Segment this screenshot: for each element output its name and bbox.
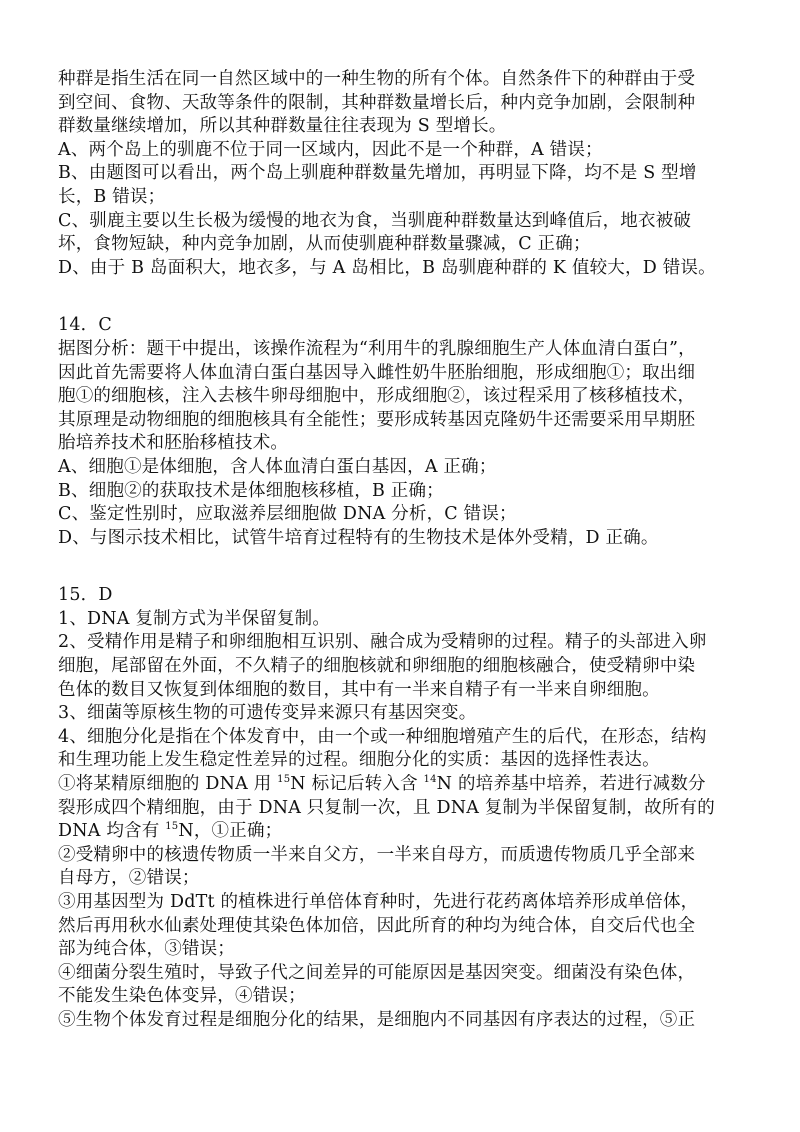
text-line: 长，B 错误； <box>58 186 166 207</box>
statement-1-text: N，①正确； <box>178 821 283 842</box>
text-line: 色体的数目又恢复到体细胞的数目，其中有一半来自精子有一半来自卵细胞。 <box>58 679 660 700</box>
text-line: 细胞，尾部留在外面，不久精子的细胞核就和卵细胞的细胞核融合，使受精卵中染 <box>58 656 696 677</box>
text-line: 群数量继续增加，所以其种群数量往往表现为 S 型增长。 <box>58 116 507 137</box>
section-15 <box>58 584 748 1032</box>
option-a-line: A、两个岛上的驯鹿不位于同一区域内，因此不是一个种群，A 错误； <box>58 139 603 160</box>
statement-1-text: ①将某精原细胞的 DNA 用 <box>58 774 278 795</box>
statement-2-line: ②受精卵中的核遗传物质一半来自父方，一半来自母方，而质遗传物质几乎全部来 <box>58 844 696 865</box>
option-d-line: D、由于 B 岛面积大，地衣多，与 A 岛相比，B 岛驯鹿种群的 K 值较大，D 错误。 <box>58 257 716 278</box>
section-13-explanation <box>58 68 748 280</box>
option-c-line: C、鉴定性别时，应取滋养层细胞做 DNA 分析，C 错误； <box>58 504 517 525</box>
text-line <box>58 820 748 844</box>
document-body <box>58 68 748 1033</box>
option-d-line: D、与图示技术相比，试管牛培育过程特有的生物技术是体外受精，D 正确。 <box>58 527 659 548</box>
text-line: 裂形成四个精细胞，由于 DNA 只复制一次，且 DNA 复制为半保留复制，故所有的 <box>58 797 715 818</box>
point-2-line: 2、受精作用是精子和卵细胞相互识别、融合成为受精卵的过程。精子的头部进入卵 <box>58 632 707 653</box>
text-line: 胞①的细胞核，注入去核牛卵母细胞中，形成细胞②，该过程采用了核移植技术， <box>58 386 696 407</box>
option-b-line: B、细胞②的获取技术是体细胞核移植，B 正确； <box>58 480 444 501</box>
option-a-line: A、细胞①是体细胞，含人体血清白蛋白基因，A 正确； <box>58 456 497 477</box>
text-line: 种群是指生活在同一自然区域中的一种生物的所有个体。自然条件下的种群由于受 <box>58 69 696 89</box>
text-line: 到空间、食物、天敌等条件的限制，其种群数量增长后，种内竞争加剧，会限制种 <box>58 92 696 113</box>
isotope-superscript: 15 <box>165 821 179 833</box>
question-14-answer-heading: 14．C <box>58 315 112 336</box>
statement-1-line <box>58 773 748 797</box>
question-15-answer-heading: 15．D <box>58 585 113 606</box>
point-4-line: 4、细胞分化是指在个体发育中，由一个或一种细胞增殖产生的后代，在形态，结构 <box>58 726 707 747</box>
text-line: 不能发生染色体变异，④错误； <box>58 986 306 1007</box>
point-1-line: 1、DNA 复制方式为半保留复制。 <box>58 608 331 629</box>
text-line: 据图分析：题干中提出，该操作流程为“利用牛的乳腺细胞生产人体血清白蛋白”， <box>58 338 696 359</box>
statement-1-text: DNA 均含有 <box>58 821 166 842</box>
section-14 <box>58 314 748 550</box>
text-line: 坏，食物短缺，种内竞争加剧，从而使驯鹿种群数量骤减，C 正确； <box>58 234 591 255</box>
point-3-line: 3、细菌等原核生物的可遗传变异来源只有基因突变。 <box>58 703 477 724</box>
text-line: 其原理是动物细胞的细胞核具有全能性；要形成转基因克隆奶牛还需要采用早期胚 <box>58 409 696 430</box>
option-c-line: C、驯鹿主要以生长极为缓慢的地衣为食，当驯鹿种群数量达到峰值后，地衣被破 <box>58 210 692 231</box>
text-line: 自母方，②错误； <box>58 868 200 889</box>
text-line: 因此首先需要将人体血清白蛋白基因导入雌性奶牛胚胎细胞，形成细胞①；取出细 <box>58 362 696 383</box>
statement-1-text: N 的培养基中培养，若进行减数分 <box>436 774 706 795</box>
isotope-superscript: 15 <box>277 774 291 786</box>
statement-5-line: ⑤生物个体发育过程是细胞分化的结果，是细胞内不同基因有序表达的过程，⑤正 <box>58 1009 696 1030</box>
text-line: 胎培养技术和胚胎移植技术。 <box>58 433 289 454</box>
statement-4-line: ④细菌分裂生殖时，导致子代之间差异的可能原因是基因突变。细菌没有染色体， <box>58 962 696 983</box>
text-line: 部为纯合体，③错误； <box>58 939 235 960</box>
option-b-line: B、由题图可以看出，两个岛上驯鹿种群数量先增加，再明显下降，均不是 S 型增 <box>58 163 697 184</box>
text-line: 和生理功能上发生稳定性差异的过程。细胞分化的实质：基因的选择性表达。 <box>58 750 660 771</box>
text-line: 然后再用秋水仙素处理使其染色体加倍，因此所育的种均为纯合体，自交后代也全 <box>58 915 696 936</box>
statement-3-line: ③用基因型为 DdTt 的植株进行单倍体育种时，先进行花药离体培养形成单倍体， <box>58 892 699 912</box>
statement-1-text: N 标记后转入含 <box>290 774 424 795</box>
isotope-superscript: 14 <box>423 774 437 786</box>
